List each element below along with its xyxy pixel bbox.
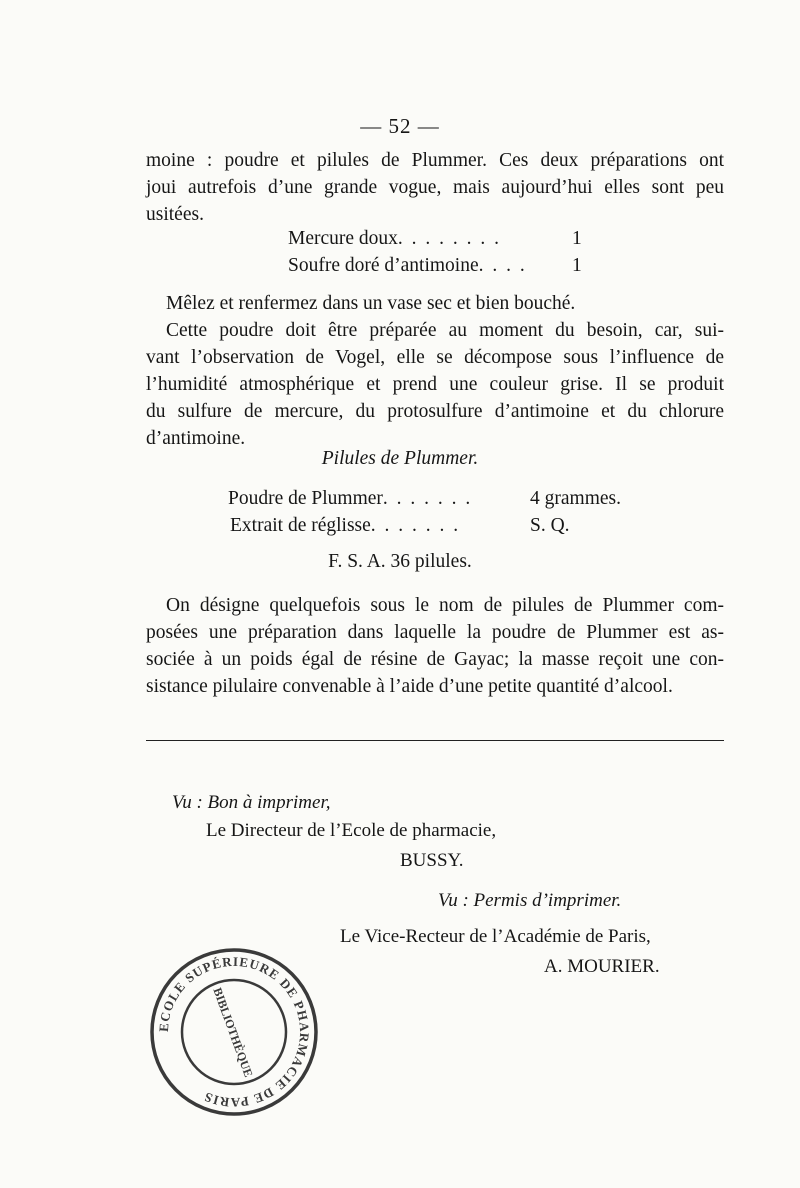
intro-paragraph (146, 147, 724, 228)
ingredient-name: Mercure doux (288, 228, 398, 249)
recipe1-qty-1: 1 (572, 228, 582, 249)
library-stamp (146, 944, 322, 1120)
ingredient-name: Extrait de réglisse (230, 515, 371, 536)
approval-vice-recteur: Le Vice-Recteur de l’Académie de Paris, (340, 926, 651, 947)
page-number: — 52 — (360, 114, 440, 138)
approval-directeur: Le Directeur de l’Ecole de pharmacie, (206, 820, 497, 841)
third-paragraph (146, 592, 724, 700)
recipe1-qty-2: 1 (572, 255, 582, 276)
text-line: Cette poudre doit être préparée au moment du besoin, car, sui- (166, 320, 724, 341)
horizontal-divider (146, 740, 724, 741)
leader-dots: . . . . . . . (370, 515, 461, 536)
recipe1-row-2 (288, 255, 527, 277)
text-line: sociée à un poids égal de résine de Gayac; la masse reçoit une con- (146, 649, 724, 670)
recipe2-row-2 (230, 515, 460, 537)
text-line: joui autrefois d’une grande vogue, mais aujourd’hui elles sont peu (146, 177, 724, 198)
text-line: du sulfure de mercure, du protosulfure d’antimoine et du chlorure (146, 401, 724, 422)
second-paragraph (146, 317, 724, 452)
text-line: posées une préparation dans laquelle la poudre de Plummer est as- (146, 622, 724, 643)
text-line: On désigne quelquefois sous le nom de pilules de Plummer com- (166, 595, 724, 616)
section-subtitle: Pilules de Plummer. (321, 448, 479, 469)
instruction-line: Mêlez et renfermez dans un vase sec et bien bouché. (166, 293, 576, 314)
approval-bussy: BUSSY. (400, 850, 464, 871)
ingredient-name: Soufre doré d’antimoine (288, 255, 479, 276)
ingredient-name: Poudre de Plummer (228, 488, 383, 509)
text-line: usitées. (146, 204, 204, 225)
approval-mourier: A. MOURIER. (544, 956, 660, 977)
stamp-outer-text: ECOLE SUPÉRIEURE DE PHARMACIE DE PARIS (155, 953, 313, 1111)
recipe1-row-1 (288, 228, 501, 250)
stamp-inner-text: BIBLIOTHÈQUE (210, 985, 256, 1079)
recipe2-qty-2: S. Q. (530, 515, 570, 536)
recipe2-row-1 (228, 488, 472, 510)
approval-vu-permis: Vu : Permis d’imprimer. (438, 890, 622, 911)
text-line: moine : poudre et pilules de Plummer. Ces deux préparations ont (146, 150, 724, 171)
recipe2-qty-1: 4 grammes. (530, 488, 621, 509)
approval-vu-bon: Vu : Bon à imprimer, (172, 792, 331, 813)
text-line: vant l’observation de Vogel, elle se décompose sous l’influence de (146, 347, 724, 368)
text-line: d’antimoine. (146, 428, 246, 449)
leader-dots: . . . . (478, 255, 527, 276)
text-line: l’humidité atmosphérique et prend une couleur grise. Il se produit (146, 374, 724, 395)
leader-dots: . . . . . . . . (397, 228, 502, 249)
text-line: sistance pilulaire convenable à l’aide d’une petite quantité d’alcool. (146, 676, 673, 697)
leader-dots: . . . . . . . (382, 488, 473, 509)
fsa-line: F. S. A. 36 pilules. (328, 551, 472, 572)
